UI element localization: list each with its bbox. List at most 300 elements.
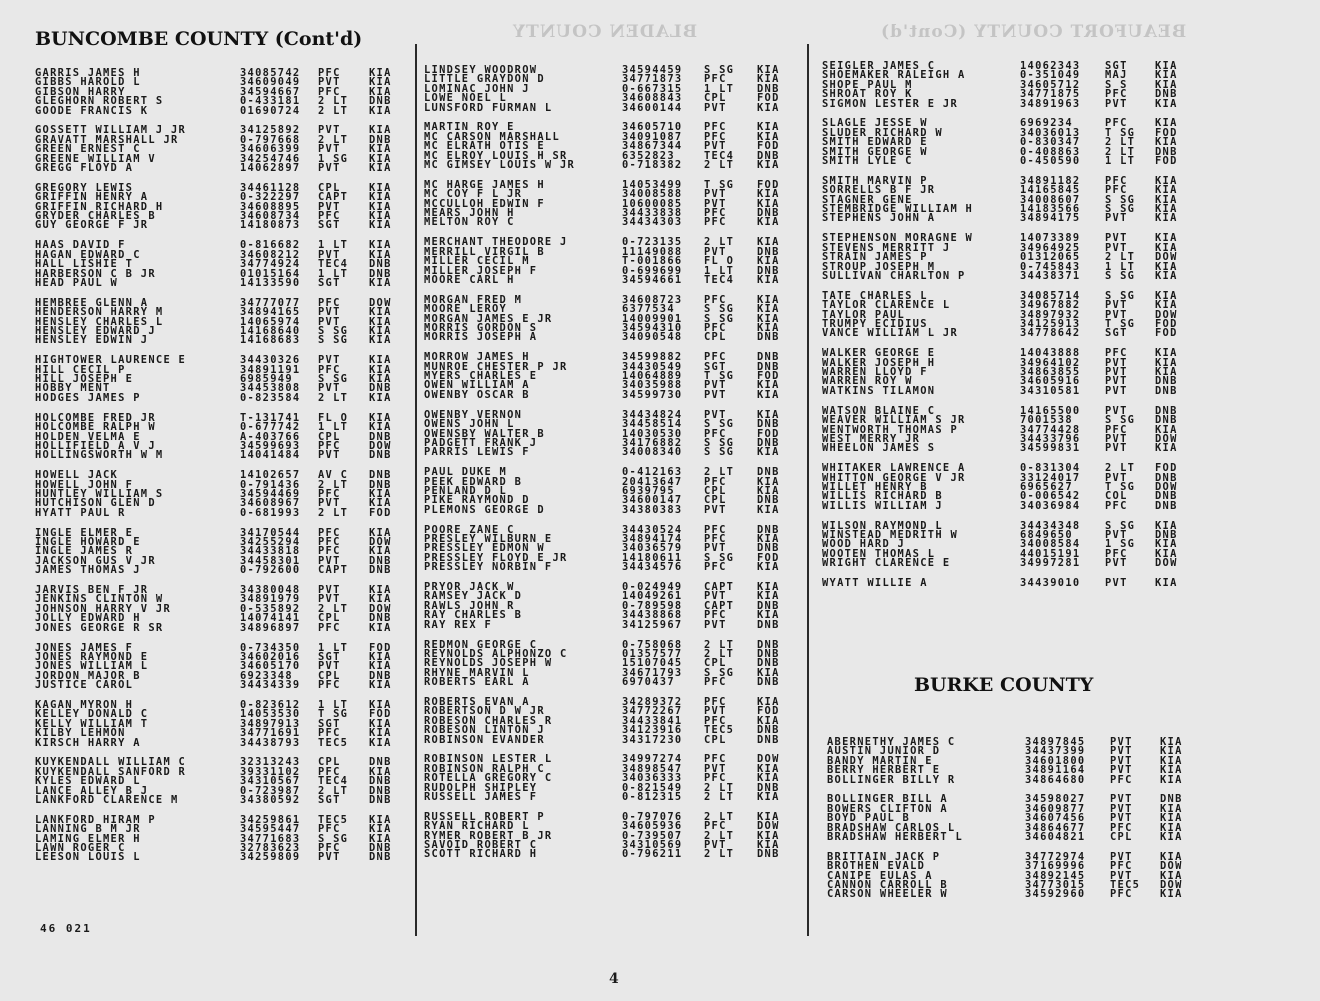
soldier-name: SORRELLS B F JR [822, 184, 936, 197]
status-code: DNB [757, 724, 780, 737]
soldier-name: SHOPE PAUL M [822, 78, 913, 91]
soldier-name: LANKFORD CLARENCE M [35, 794, 179, 806]
rank: 2 LT [318, 478, 349, 491]
rank: SGT [704, 360, 727, 373]
serial-number: 34964102 [1020, 356, 1081, 369]
serial-number: 0-450590 [1020, 155, 1081, 168]
rank: PFC [704, 216, 727, 229]
soldier-name: JOLLY EDWARD H [35, 612, 141, 625]
soldier-name: CARSON WHEELER W [827, 888, 948, 901]
soldier-name: HOLCOMBE RALPH W [35, 421, 156, 434]
soldier-name: CANNON CARROLL B [827, 879, 948, 892]
rank: 2 LT [318, 95, 349, 108]
soldier-name: BOLLINGER BILL A [827, 793, 948, 806]
serial-number: 0-797668 [240, 133, 301, 146]
soldier-name: MORRIS GORDON S [424, 321, 538, 334]
soldier-name: BOWERS CLIFTON A [827, 802, 948, 815]
rank: 1 LT [704, 82, 735, 95]
rank: PFC [704, 207, 727, 220]
soldier-name: GRIFFIN HENRY A [35, 191, 149, 204]
rank: AV C [318, 469, 349, 482]
rank: PFC [704, 533, 727, 546]
rank: S SG [704, 303, 735, 316]
rank: 2 LT [704, 466, 735, 479]
rank: T SG [1105, 317, 1136, 330]
serial-number: 14180611 [622, 551, 683, 564]
serial-number: 34771691 [240, 727, 301, 740]
serial-number: 34036013 [1020, 126, 1081, 139]
rank: PVT [1110, 869, 1133, 882]
status-code: KIA [757, 379, 780, 392]
soldier-name: MELTON ROY C [424, 216, 515, 229]
rank: S SG [704, 551, 735, 564]
rank: 2 LT [318, 133, 349, 146]
serial-number: 14049261 [622, 590, 683, 603]
status-code: KIA [369, 621, 392, 634]
rank: SGT [318, 717, 341, 730]
soldier-name: LOWE NOEL L [424, 92, 508, 105]
serial-number: 34867344 [622, 140, 683, 153]
status-code: KIA [369, 324, 392, 337]
soldier-name: MYERS CHARLES E [424, 370, 538, 383]
soldier-name: PRESSLEY EDMON W [424, 542, 545, 555]
status-code: KIA [1160, 736, 1183, 748]
rank: PFC [318, 210, 341, 223]
soldier-name: JUSTICE CAROL [35, 679, 134, 692]
status-code: KIA [369, 67, 392, 79]
serial-number: 34897913 [240, 717, 301, 730]
serial-number: 39331102 [240, 765, 301, 778]
rank: T SG [1105, 480, 1136, 493]
soldier-name: GREEN ERNEST C [35, 143, 141, 156]
rank: PVT [1105, 356, 1128, 369]
serial-number: 34036333 [622, 772, 683, 785]
soldier-name: BRITTAIN JACK P [827, 850, 941, 863]
serial-number: 34608212 [240, 248, 301, 261]
column-divider-left [415, 44, 417, 936]
serial-number: 34599730 [622, 388, 683, 401]
serial-number: 14183566 [1020, 203, 1081, 216]
serial-number: 0-734350 [240, 641, 301, 654]
serial-number: 34599693 [240, 439, 301, 452]
rank: PVT [318, 497, 341, 510]
status-code: KIA [1155, 136, 1178, 149]
soldier-name: RAWLS JOHN R [424, 599, 515, 612]
soldier-name: KIRSCH HARRY A [35, 736, 141, 749]
rank: 2 LT [704, 791, 735, 803]
serial-number: 34439010 [1020, 577, 1081, 590]
soldier-name: ROBINSON EVANDER [424, 733, 545, 746]
status-code: KIA [369, 421, 392, 434]
status-code: DNB [369, 382, 392, 395]
status-code: KIA [1160, 754, 1183, 767]
serial-number: 34035988 [622, 379, 683, 392]
serial-number: 34430326 [240, 354, 301, 367]
serial-number: 34773015 [1025, 879, 1086, 892]
serial-number: 34123916 [622, 724, 683, 737]
rank: 2 LT [318, 506, 349, 519]
soldier-name: WOOD HARD J [822, 538, 906, 551]
serial-number: 0-745843 [1020, 260, 1081, 273]
rank: PVT [704, 839, 727, 852]
soldier-name: ABERNETHY JAMES C [827, 736, 956, 748]
rank: TEC4 [704, 273, 735, 286]
soldier-name: BROTHEN EVALD [827, 860, 926, 873]
status-code: KIA [1160, 812, 1183, 825]
soldier-name: BRADSHAW CARLOS L [827, 821, 956, 834]
soldier-name: LANCE ALLEY B J [35, 784, 149, 797]
soldier-name: RAY REX F [424, 618, 493, 631]
soldier-name: WOOTEN THOMAS L [822, 547, 936, 560]
rank: TEC4 [318, 775, 349, 788]
rank: 1 LT [318, 698, 349, 711]
status-code: DNB [369, 258, 392, 271]
rank: PFC [318, 621, 341, 634]
soldier-name: GREGORY LEWIS [35, 181, 134, 194]
soldier-name: GUY GEORGE F JR [35, 219, 149, 232]
burke-county-heading: BURKE COUNTY [914, 674, 1094, 696]
rank: T SG [704, 370, 735, 383]
rank: TEC5 [1110, 879, 1141, 892]
soldier-name: MOORE LEROY [424, 303, 508, 316]
rank: 2 LT [704, 848, 735, 861]
serial-number: 34864680 [1025, 773, 1086, 786]
soldier-name: MEARS JOHN H [424, 207, 515, 220]
status-code: KIA [369, 593, 392, 606]
serial-number: 32783623 [240, 842, 301, 855]
serial-number: 34897845 [1025, 736, 1086, 748]
rank: FL O [704, 255, 735, 268]
serial-number: 34605170 [240, 660, 301, 673]
soldier-name: LAMING ELMER H [35, 832, 141, 845]
serial-number: 01690724 [240, 104, 301, 117]
rank: CAPT [704, 581, 735, 594]
status-code: KIA [369, 584, 392, 597]
serial-number: 34380592 [240, 794, 301, 806]
status-code: KIA [369, 334, 392, 347]
status-code: KIA [757, 762, 780, 775]
rank: 1 LT [318, 641, 349, 654]
rank: SGT [1105, 327, 1128, 340]
status-code: FOD [757, 551, 780, 564]
status-code: DOW [1155, 251, 1178, 264]
serial-number: 14053499 [622, 178, 683, 191]
soldier-name: INGLE HOWARD E [35, 536, 141, 549]
soldier-name: OWENBY VERNON [424, 408, 523, 421]
status-code: DNB [369, 775, 392, 788]
rank: 2 LT [318, 784, 349, 797]
soldier-name: HOWELL JACK [35, 469, 119, 482]
status-code: KIA [369, 736, 392, 749]
soldier-name: REYNOLDS JOSEPH W [424, 657, 553, 670]
soldier-name: JONES WILLIAM L [35, 660, 149, 673]
status-code: KIA [369, 497, 392, 510]
soldier-name: AUSTIN JUNIOR D [827, 745, 941, 758]
status-code: KIA [1155, 356, 1178, 369]
serial-number: 0-758068 [622, 638, 683, 651]
rank: S SG [318, 324, 349, 337]
serial-number: 34609049 [240, 76, 301, 89]
soldier-name: MC HARGE JAMES H [424, 178, 545, 191]
serial-number: 6985949 [240, 373, 293, 386]
soldier-name: INGLE ELMER E [35, 526, 134, 539]
status-code: DNB [369, 478, 392, 491]
soldier-name: PIKE RAYMOND D [424, 494, 530, 507]
serial-number: 34036579 [622, 542, 683, 555]
rank: CPL [318, 612, 341, 625]
rank: PVT [704, 542, 727, 555]
serial-number: 34600144 [622, 101, 683, 114]
serial-number: 14041484 [240, 449, 301, 462]
rank: PFC [1105, 117, 1128, 130]
soldier-name: ROBESON CHARLES R [424, 714, 553, 727]
rank: TEC5 [318, 736, 349, 749]
serial-number: 34896897 [240, 621, 301, 634]
rank: PVT [1105, 432, 1128, 445]
soldier-name: SAVOID ROBERT C [424, 839, 538, 852]
soldier-name: MORROW JAMES H [424, 351, 530, 364]
status-code: KIA [369, 717, 392, 730]
rank: PVT [318, 554, 341, 567]
status-code: KIA [757, 484, 780, 497]
status-code: DNB [757, 542, 780, 555]
rank: TEC4 [318, 258, 349, 271]
status-code: DNB [757, 207, 780, 220]
soldier-name: HILL JOSEPH E [35, 373, 134, 386]
serial-number: 6970437 [622, 676, 675, 689]
rank: PVT [318, 143, 341, 156]
soldier-name: HOLLIFIELD A V J [35, 439, 156, 452]
status-code: DNB [757, 466, 780, 479]
status-code: DOW [1155, 557, 1178, 570]
rank: PVT [1110, 754, 1133, 767]
serial-number: 0-797076 [622, 810, 683, 823]
soldier-name: PAUL DUKE M [424, 466, 508, 479]
soldier-name: BRADSHAW HERBERT L [827, 831, 964, 844]
status-code: KIA [369, 832, 392, 845]
status-code: DNB [757, 781, 780, 794]
soldier-name: HAGAN EDWARD C [35, 248, 141, 261]
rank: CPL [1110, 831, 1133, 844]
rank: PVT [318, 200, 341, 213]
rank: PFC [704, 293, 727, 306]
soldier-name: JONES JAMES F [35, 641, 134, 654]
soldier-name: SMITH MARVIN P [822, 174, 928, 187]
soldier-name: BANDY MARTIN E [827, 754, 933, 767]
rank: PVT [1105, 384, 1128, 397]
soldier-name: JOHNSON HARRY V JR [35, 602, 172, 615]
soldier-name: SLAGLE JESSE W [822, 117, 928, 130]
rank: PVT [318, 354, 341, 367]
serial-number: 34604821 [1025, 831, 1086, 844]
rank: PFC [704, 676, 727, 689]
serial-number: 34894165 [240, 306, 301, 319]
soldier-name: STEPHENSON MORAGNE W [822, 232, 974, 245]
rank: 1 LT [318, 239, 349, 252]
rank: PFC [704, 695, 727, 708]
soldier-name: SEIGLER JAMES C [822, 60, 936, 72]
rank: 2 LT [704, 638, 735, 651]
soldier-name: PLEMONS GEORGE D [424, 503, 545, 516]
status-code: KIA [1155, 60, 1178, 72]
rank: CPL [704, 484, 727, 497]
soldier-name: WATKINS TILAMON [822, 384, 936, 397]
rank: S SG [318, 334, 349, 347]
serial-number: 34380383 [622, 503, 683, 516]
status-code: KIA [1155, 193, 1178, 206]
soldier-name: STEMBRIDGE WILLIAM H [822, 203, 974, 216]
serial-number: A-403766 [240, 430, 301, 443]
soldier-name: HUNTLEY WILLIAM S [35, 487, 164, 500]
rank: 1 SG [1105, 538, 1136, 551]
serial-number: 34605712 [1020, 78, 1081, 91]
rank: PFC [318, 439, 341, 452]
status-code: KIA [369, 487, 392, 500]
serial-number: 34891164 [1025, 764, 1086, 777]
rank: PFC [704, 427, 727, 440]
rank: T SG [704, 178, 735, 191]
status-code: KIA [1155, 174, 1178, 187]
soldier-name: HOWELL JOHN F [35, 478, 134, 491]
soldier-name: WILLIS WILLIAM J [822, 499, 943, 512]
status-code: KIA [757, 273, 780, 286]
soldier-name: PEEK EDWARD B [424, 475, 523, 488]
serial-number: 34774924 [240, 258, 301, 271]
status-code: DNB [369, 554, 392, 567]
soldier-name: RUSSELL JAMES F [424, 791, 538, 803]
serial-number: 34434348 [1020, 519, 1081, 532]
serial-number: 34461128 [240, 181, 301, 194]
status-code: KIA [757, 73, 780, 86]
rank: 2 LT [318, 391, 349, 404]
status-code: DOW [369, 536, 392, 549]
soldier-name: OWENBY OSCAR B [424, 388, 530, 401]
serial-number: 34438793 [240, 736, 301, 749]
status-code: KIA [757, 303, 780, 316]
status-code: DNB [757, 599, 780, 612]
rank: PFC [318, 526, 341, 539]
soldier-name: JORDON MAJOR B [35, 669, 141, 682]
rank: PFC [1105, 174, 1128, 187]
status-code: DNB [369, 612, 392, 625]
serial-number: 34891191 [240, 363, 301, 376]
rank: TEC4 [704, 149, 735, 162]
soldier-name: RAMSEY JACK D [424, 590, 523, 603]
status-code: KIA [369, 200, 392, 213]
soldier-name: LINDSEY WOODROW [424, 64, 538, 76]
soldier-name: WARREN LLOYD F [822, 366, 928, 379]
serial-number: 14073389 [1020, 232, 1081, 245]
serial-number: 20413647 [622, 475, 683, 488]
rank: PVT [1105, 442, 1128, 455]
soldier-name: WYATT WILLIE A [822, 577, 928, 590]
serial-number: 34453808 [240, 382, 301, 395]
status-code: KIA [369, 363, 392, 376]
status-code: KIA [369, 698, 392, 711]
status-code: KIA [369, 104, 392, 117]
status-code: KIA [369, 143, 392, 156]
soldier-name: SMITH LYLE C [822, 155, 913, 168]
status-code: DNB [1155, 471, 1178, 484]
soldier-name: HILL CECIL P [35, 363, 126, 376]
soldier-name: LITTLE GRAYDON D [424, 73, 545, 86]
rank: PFC [318, 679, 341, 692]
status-code: DNB [757, 676, 780, 689]
status-code: KIA [757, 839, 780, 852]
serial-number: 34605710 [622, 121, 683, 134]
status-code: FOD [1155, 327, 1178, 340]
status-code: KIA [1155, 366, 1178, 379]
soldier-name: TAYLOR CLARENCE L [822, 299, 951, 312]
soldier-name: PADGETT FRANK J [424, 436, 538, 449]
soldier-name: WILLIS RICHARD B [822, 490, 943, 503]
status-code: KIA [369, 727, 392, 740]
serial-number: 34772267 [622, 705, 683, 718]
rank: CPL [704, 494, 727, 507]
soldier-name: ROBINSON RALPH C [424, 762, 545, 775]
soldier-name: WEAVER WILLIAM S JR [822, 414, 966, 427]
status-code: KIA [757, 216, 780, 229]
status-code: FOD [757, 427, 780, 440]
status-code: KIA [757, 561, 780, 574]
soldier-name: WHITTON GEORGE V JR [822, 471, 966, 484]
status-code: KIA [1155, 519, 1178, 532]
soldier-name: GRYDER CHARLES B [35, 210, 156, 223]
rank: 1 SG [318, 152, 349, 165]
status-code: KIA [757, 666, 780, 679]
soldier-name: STEPHENS JOHN A [822, 212, 936, 225]
serial-number: 34036984 [1020, 499, 1081, 512]
bleed-through-right: BEAUFORT COUNTY (Cont'd) [880, 22, 1187, 42]
rank: S S [1105, 78, 1128, 91]
serial-number: 34310581 [1020, 384, 1081, 397]
rank: SGT [318, 650, 341, 663]
soldier-name: MCCULLOH EDWIN F [424, 197, 545, 210]
status-code: KIA [757, 321, 780, 334]
status-code: KIA [757, 197, 780, 210]
serial-number: 0-412163 [622, 466, 683, 479]
rank: PFC [318, 727, 341, 740]
rank: PVT [704, 618, 727, 631]
serial-number: 6377534 [622, 303, 675, 316]
soldier-name: SMITH GEORGE W [822, 145, 928, 158]
rank: PFC [704, 561, 727, 574]
rank: PFC [1105, 547, 1128, 560]
rank: 2 LT [1105, 251, 1136, 264]
rank: SGT [1105, 60, 1128, 72]
rank: 2 LT [704, 781, 735, 794]
rank: PFC [318, 487, 341, 500]
status-code: KIA [1155, 203, 1178, 216]
status-code: KIA [369, 248, 392, 261]
rank: 2 LT [704, 236, 735, 249]
rank: PVT [704, 590, 727, 603]
soldier-name: MILLER CECIL M [424, 255, 530, 268]
rank: S SG [704, 312, 735, 325]
serial-number: 34594661 [622, 273, 683, 286]
serial-number: 0-723135 [622, 236, 683, 249]
status-code: FOD [757, 705, 780, 718]
status-code: FOD [1155, 126, 1178, 139]
soldier-name: GREENE WILLIAM V [35, 152, 156, 165]
status-code: KIA [757, 446, 780, 459]
status-code: KIA [1160, 850, 1183, 863]
soldier-name: LAWN ROGER C [35, 842, 126, 855]
serial-number: 34894174 [622, 533, 683, 546]
serial-number: 34317230 [622, 733, 683, 746]
soldier-name: JENKINS CLINTON W [35, 593, 164, 606]
status-code: KIA [757, 408, 780, 421]
